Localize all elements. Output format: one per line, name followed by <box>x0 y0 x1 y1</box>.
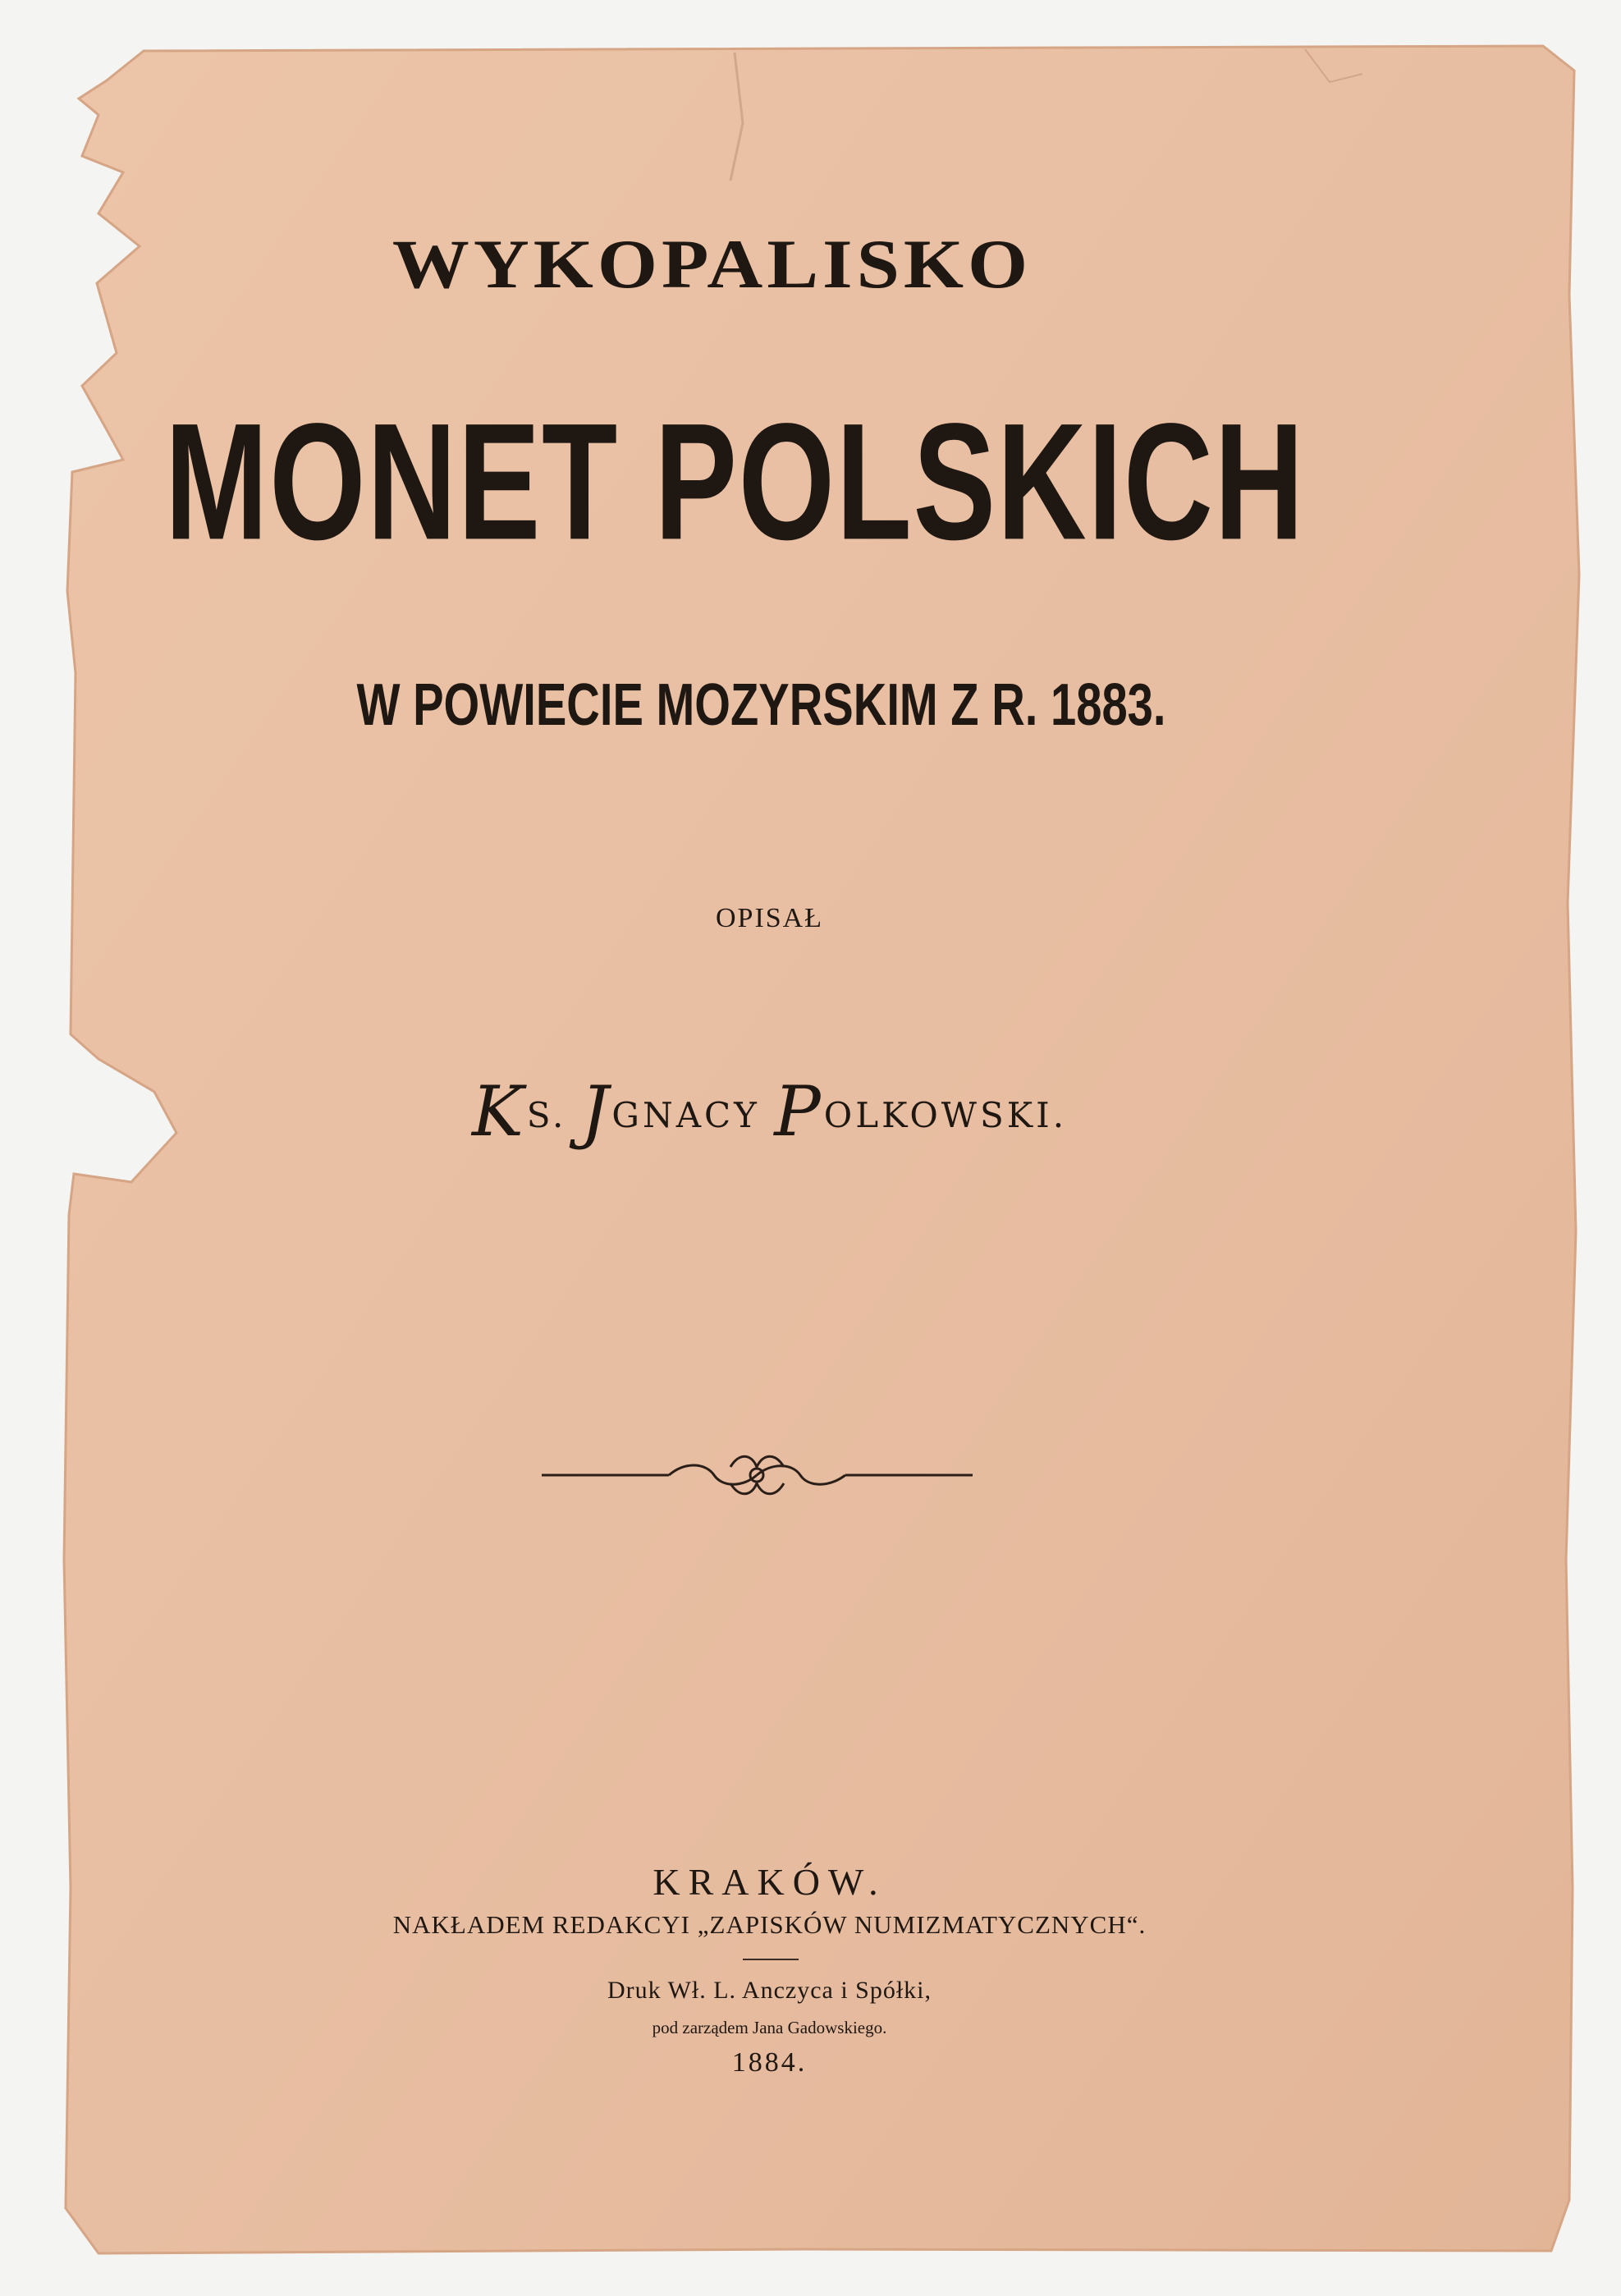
imprint-manager: pod zarządem Jana Gadowskiego. <box>652 2018 887 2037</box>
author-initial-k: K <box>471 1071 527 1152</box>
author-part-ks: S. <box>526 1095 567 1135</box>
imprint-divider <box>743 1959 799 1960</box>
author-part-polkowski: OLKOWSKI. <box>823 1095 1068 1135</box>
title-line-1: WYKOPALISKO <box>392 226 1033 303</box>
author-initial-i: J <box>580 1071 612 1152</box>
title-line-2: MONET POLSKICH <box>164 387 1306 575</box>
author-part-ignacy: GNACY <box>611 1095 760 1135</box>
author-name <box>0 1071 1580 1152</box>
imprint-year: 1884. <box>731 2047 808 2078</box>
imprint-city: KRAKÓW. <box>653 1861 886 1903</box>
title-line-3: W POWIECIE MOZYRSKIM Z R. 1883. <box>356 672 1166 738</box>
author-initial-p: P <box>774 1071 824 1152</box>
imprint-publisher: NAKŁADEM REDAKCYI „ZAPISKÓW NUMIZMATYCZNYCH“. <box>392 1910 1147 1939</box>
imprint-printer: Druk Wł. L. Anczyca i Spółki, <box>607 1977 932 2004</box>
byline-label: OPISAŁ <box>715 903 824 933</box>
